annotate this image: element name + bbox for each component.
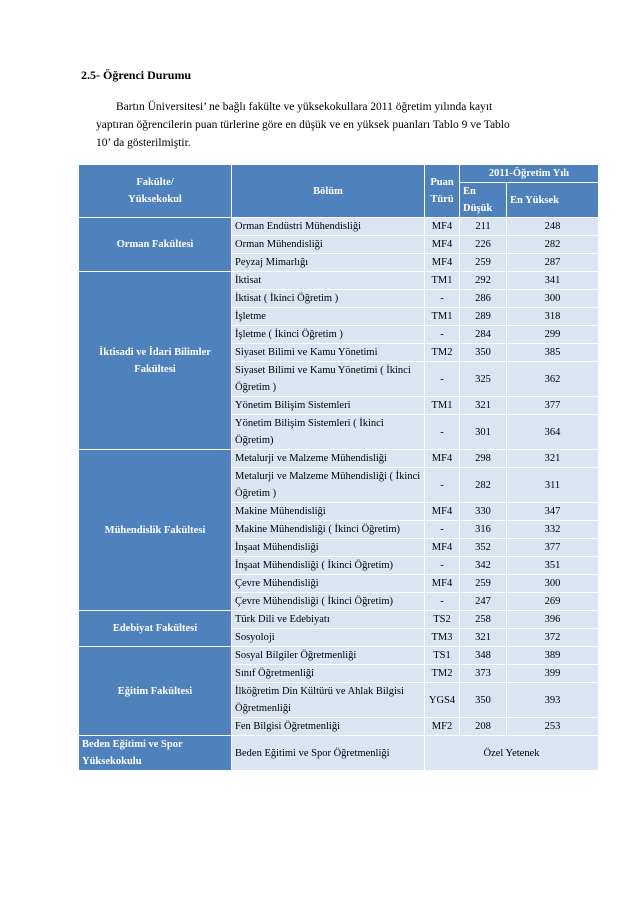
score-type-cell: TM2 [425, 665, 460, 683]
max-score-cell: 377 [507, 397, 599, 415]
max-score-cell: 399 [507, 665, 599, 683]
score-type-cell: - [425, 557, 460, 575]
score-type-cell: YGS4 [425, 683, 460, 718]
table-row [79, 736, 599, 771]
header-faculty-line2: Yüksekokul [128, 194, 182, 205]
table-row [79, 218, 599, 236]
header-year: 2011-Öğretim Yılı [460, 165, 599, 183]
department-cell: Orman Endüstri Mühendisliği [232, 218, 425, 236]
department-cell: İktisat [232, 272, 425, 290]
department-cell: Makine Mühendisliği ( İkinci Öğretim) [232, 521, 425, 539]
max-score-cell: 318 [507, 308, 599, 326]
min-score-cell: 259 [460, 575, 507, 593]
score-type-cell: TS1 [425, 647, 460, 665]
department-cell: Siyaset Bilimi ve Kamu Yönetimi ( İkinci Öğretim ) [232, 362, 425, 397]
department-cell: Sosyoloji [232, 629, 425, 647]
header-max: En Yüksek [507, 183, 599, 218]
max-score-cell: 377 [507, 539, 599, 557]
intro-line-3: 10’ da gösterilmiştir. [96, 137, 191, 149]
department-cell: Fen Bilgisi Öğretmenliği [232, 718, 425, 736]
header-score-type-line1: Puan [430, 177, 454, 188]
intro-line-2: yaptıran öğrencilerin puan türlerine göre en düşük ve en yüksek puanları Tablo 9 ve Tablo [96, 119, 510, 131]
department-cell: Çevre Mühendisliği ( İkinci Öğretim) [232, 593, 425, 611]
max-score-cell: 300 [507, 575, 599, 593]
department-cell: Yönetim Bilişim Sistemleri ( İkinci Öğretim) [232, 415, 425, 450]
min-score-cell: 259 [460, 254, 507, 272]
max-score-cell: 287 [507, 254, 599, 272]
department-cell: Peyzaj Mimarlığı [232, 254, 425, 272]
min-score-cell: 321 [460, 397, 507, 415]
department-cell: Makine Mühendisliği [232, 503, 425, 521]
header-score-type [425, 165, 460, 218]
max-score-cell: 351 [507, 557, 599, 575]
min-score-cell: 258 [460, 611, 507, 629]
score-type-cell: MF4 [425, 575, 460, 593]
department-cell: İlköğretim Din Kültürü ve Ahlak Bilgisi Öğretmenliği [232, 683, 425, 718]
max-score-cell: 364 [507, 415, 599, 450]
special-admission-cell: Özel Yetenek [425, 736, 599, 771]
min-score-cell: 289 [460, 308, 507, 326]
score-type-cell: MF4 [425, 218, 460, 236]
max-score-cell: 385 [507, 344, 599, 362]
max-score-cell: 362 [507, 362, 599, 397]
max-score-cell: 372 [507, 629, 599, 647]
department-cell: Siyaset Bilimi ve Kamu Yönetimi [232, 344, 425, 362]
header-faculty [79, 165, 232, 218]
department-cell: İnşaat Mühendisliği [232, 539, 425, 557]
department-cell: Beden Eğitimi ve Spor Öğretmenliği [232, 736, 425, 771]
min-score-cell: 226 [460, 236, 507, 254]
min-score-cell: 352 [460, 539, 507, 557]
intro-line-1: Bartın Üniversitesi’ ne bağlı fakülte ve yüksekokullara 2011 öğretim yılında kayıt [116, 101, 493, 113]
min-score-cell: 330 [460, 503, 507, 521]
min-score-cell: 211 [460, 218, 507, 236]
score-type-cell: MF4 [425, 254, 460, 272]
faculty-name-cell: Orman Fakültesi [79, 218, 232, 272]
min-score-cell: 301 [460, 415, 507, 450]
score-type-cell: TS2 [425, 611, 460, 629]
header-score-type-line2: Türü [430, 194, 454, 205]
faculty-name-cell: Beden Eğitimi ve Spor Yüksekokulu [79, 736, 232, 771]
min-score-cell: 321 [460, 629, 507, 647]
score-type-cell: MF4 [425, 539, 460, 557]
score-type-cell: - [425, 362, 460, 397]
faculty-name-cell: İktisadi ve İdari Bilimler Fakültesi [79, 272, 232, 450]
intro-paragraph [96, 98, 566, 152]
faculty-name-cell: Edebiyat Fakültesi [79, 611, 232, 647]
max-score-cell: 282 [507, 236, 599, 254]
department-cell: Metalurji ve Malzeme Mühendisliği ( İkinci Öğretim ) [232, 468, 425, 503]
score-type-cell: TM2 [425, 344, 460, 362]
min-score-cell: 208 [460, 718, 507, 736]
table-row [79, 272, 599, 290]
header-row-1 [79, 165, 599, 183]
header-min [460, 183, 507, 218]
max-score-cell: 321 [507, 450, 599, 468]
score-type-cell: - [425, 521, 460, 539]
max-score-cell: 269 [507, 593, 599, 611]
min-score-cell: 292 [460, 272, 507, 290]
max-score-cell: 311 [507, 468, 599, 503]
min-score-cell: 348 [460, 647, 507, 665]
score-type-cell: MF4 [425, 236, 460, 254]
max-score-cell: 332 [507, 521, 599, 539]
table-row [79, 450, 599, 468]
header-min-line1: En [463, 186, 476, 197]
score-type-cell: MF2 [425, 718, 460, 736]
department-cell: Yönetim Bilişim Sistemleri [232, 397, 425, 415]
min-score-cell: 286 [460, 290, 507, 308]
score-type-cell: TM1 [425, 397, 460, 415]
header-faculty-line1: Fakülte/ [136, 177, 174, 188]
score-table [78, 164, 599, 771]
min-score-cell: 284 [460, 326, 507, 344]
department-cell: İşletme ( İkinci Öğretim ) [232, 326, 425, 344]
department-cell: İşletme [232, 308, 425, 326]
department-cell: Çevre Mühendisliği [232, 575, 425, 593]
score-type-cell: - [425, 290, 460, 308]
min-score-cell: 298 [460, 450, 507, 468]
department-cell: İktisat ( İkinci Öğretim ) [232, 290, 425, 308]
section-heading: 2.5- Öğrenci Durumu [81, 68, 192, 82]
max-score-cell: 253 [507, 718, 599, 736]
score-type-cell: - [425, 468, 460, 503]
max-score-cell: 248 [507, 218, 599, 236]
min-score-cell: 350 [460, 683, 507, 718]
min-score-cell: 247 [460, 593, 507, 611]
faculty-name-cell: Eğitim Fakültesi [79, 647, 232, 736]
min-score-cell: 325 [460, 362, 507, 397]
max-score-cell: 393 [507, 683, 599, 718]
min-score-cell: 282 [460, 468, 507, 503]
score-type-cell: TM3 [425, 629, 460, 647]
department-cell: Metalurji ve Malzeme Mühendisliği [232, 450, 425, 468]
max-score-cell: 396 [507, 611, 599, 629]
min-score-cell: 342 [460, 557, 507, 575]
score-type-cell: - [425, 593, 460, 611]
score-type-cell: MF4 [425, 450, 460, 468]
department-cell: Orman Mühendisliği [232, 236, 425, 254]
department-cell: Sosyal Bilgiler Öğretmenliği [232, 647, 425, 665]
score-type-cell: TM1 [425, 272, 460, 290]
header-min-line2: Düşük [463, 203, 493, 214]
min-score-cell: 373 [460, 665, 507, 683]
score-type-cell: TM1 [425, 308, 460, 326]
max-score-cell: 389 [507, 647, 599, 665]
max-score-cell: 299 [507, 326, 599, 344]
department-cell: İnşaat Mühendisliği ( İkinci Öğretim) [232, 557, 425, 575]
table-row [79, 611, 599, 629]
max-score-cell: 341 [507, 272, 599, 290]
table-row [79, 647, 599, 665]
max-score-cell: 347 [507, 503, 599, 521]
score-type-cell: - [425, 326, 460, 344]
department-cell: Türk Dili ve Edebiyatı [232, 611, 425, 629]
header-department: Bölüm [232, 165, 425, 218]
faculty-name-cell: Mühendislik Fakültesi [79, 450, 232, 611]
department-cell: Sınıf Öğretmenliği [232, 665, 425, 683]
score-type-cell: MF4 [425, 503, 460, 521]
score-type-cell: - [425, 415, 460, 450]
min-score-cell: 350 [460, 344, 507, 362]
min-score-cell: 316 [460, 521, 507, 539]
max-score-cell: 300 [507, 290, 599, 308]
